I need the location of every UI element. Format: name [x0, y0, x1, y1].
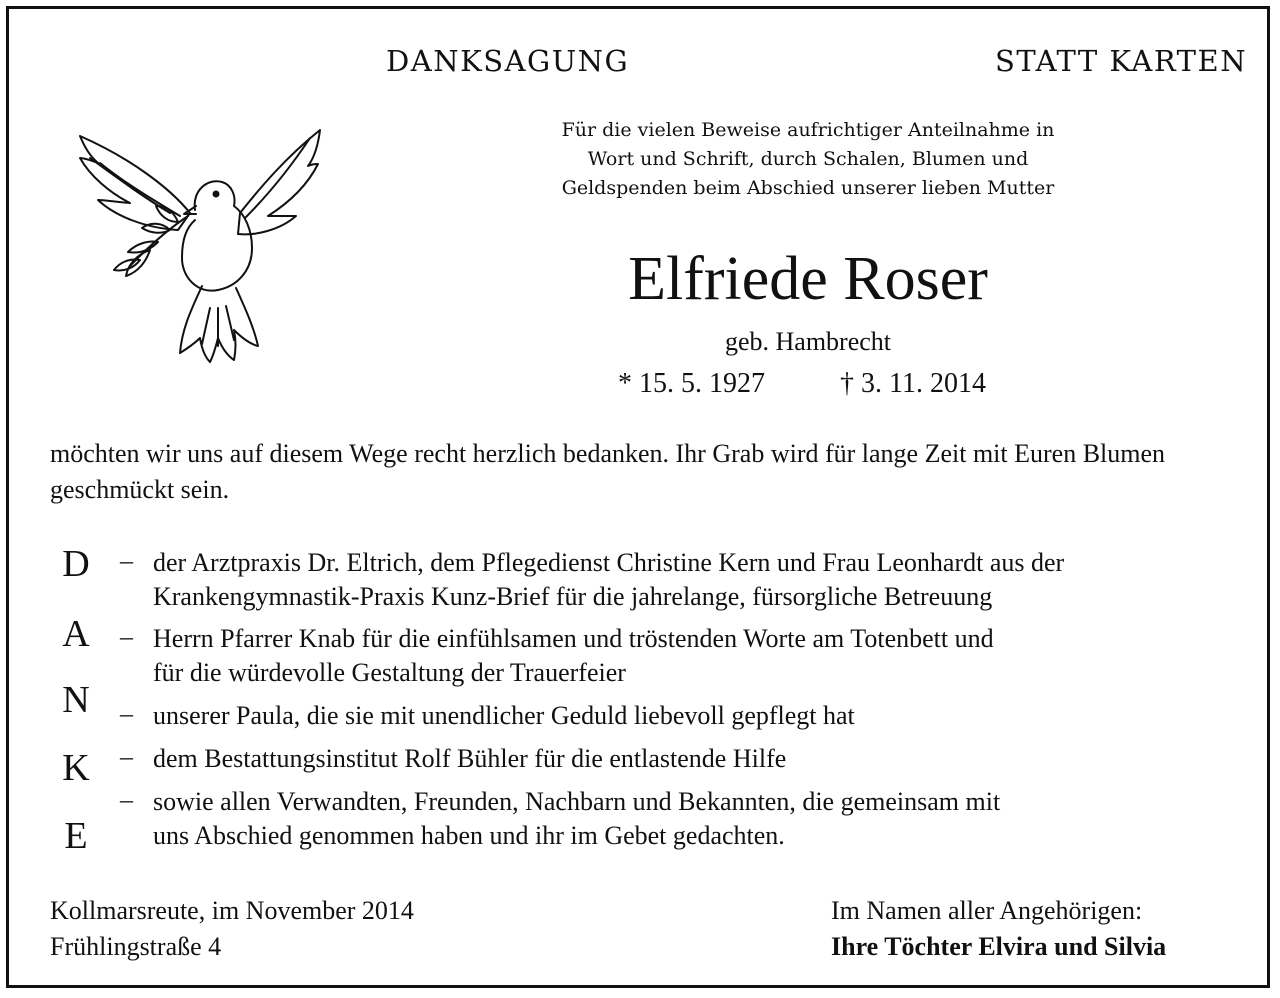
- intro-line: Wort und Schrift, durch Schalen, Blumen und: [587, 148, 1029, 170]
- danke-letter: K: [62, 747, 90, 789]
- danke-letter: A: [62, 613, 90, 655]
- list-item-line: Krankengymnastik-Praxis Kunz-Brief für die jahrelange, fürsorgliche Betreuung: [153, 582, 993, 611]
- intro-line: Für die vielen Beweise aufrichtiger Anteilnahme in: [561, 119, 1055, 141]
- list-dash: –: [120, 699, 133, 728]
- list-item-line: unserer Paula, die sie mit unendlicher Geduld liebevoll gepflegt hat: [153, 701, 855, 730]
- list-item-line: uns Abschied genommen haben und ihr im Gebet gedachten.: [153, 821, 785, 850]
- dove-with-olive-branch-icon: [70, 118, 330, 368]
- list-item-line: Herrn Pfarrer Knab für die einfühlsamen und tröstenden Worte am Totenbett und: [153, 624, 994, 653]
- danke-letter: E: [64, 815, 88, 857]
- street-address: Frühlingstraße 4: [50, 932, 222, 961]
- footer-right: [831, 893, 1166, 965]
- list-item-line: der Arztpraxis Dr. Eltrich, dem Pflegedienst Christine Kern und Frau Leonhardt aus der: [153, 548, 1065, 577]
- intro-line: Geldspenden beim Abschied unserer lieben Mutter: [561, 177, 1055, 199]
- footer-left: [50, 893, 414, 965]
- list-item: [153, 785, 1000, 853]
- list-item-line: dem Bestattungsinstitut Rolf Bühler für die entlastende Hilfe: [153, 744, 787, 773]
- list-item: [153, 546, 1064, 614]
- header-statt-karten: STATT KARTEN: [995, 44, 1248, 78]
- signatories: Ihre Töchter Elvira und Silvia: [831, 932, 1167, 961]
- death-date: † 3. 11. 2014: [840, 368, 986, 399]
- list-dash: –: [120, 742, 133, 771]
- deceased-name: Elfriede Roser: [628, 245, 988, 313]
- list-dash: –: [120, 622, 133, 651]
- header-danksagung: DANKSAGUNG: [386, 44, 630, 78]
- list-item: [153, 622, 994, 690]
- birth-date: * 15. 5. 1927: [618, 368, 765, 399]
- list-dash: –: [120, 546, 133, 575]
- danke-letter: N: [62, 679, 90, 721]
- list-item: [153, 742, 786, 776]
- list-dash: –: [120, 785, 133, 814]
- list-item-line: für die würdevolle Gestaltung der Trauerfeier: [153, 658, 626, 687]
- thanks-paragraph: möchten wir uns auf diesem Wege recht herzlich bedanken. Ihr Grab wird für lange Zeit mit Euren Blumen geschmückt sein.: [50, 439, 1166, 504]
- maiden-name: geb. Hambrecht: [724, 327, 892, 356]
- on-behalf-line: Im Namen aller Angehörigen:: [831, 896, 1143, 925]
- danke-letter: D: [62, 543, 90, 585]
- intro-text: [480, 116, 1136, 203]
- place-date: Kollmarsreute, im November 2014: [50, 896, 414, 925]
- list-item: [153, 699, 855, 733]
- list-item-line: sowie allen Verwandten, Freunden, Nachbarn und Bekannten, die gemeinsam mit: [153, 787, 1001, 816]
